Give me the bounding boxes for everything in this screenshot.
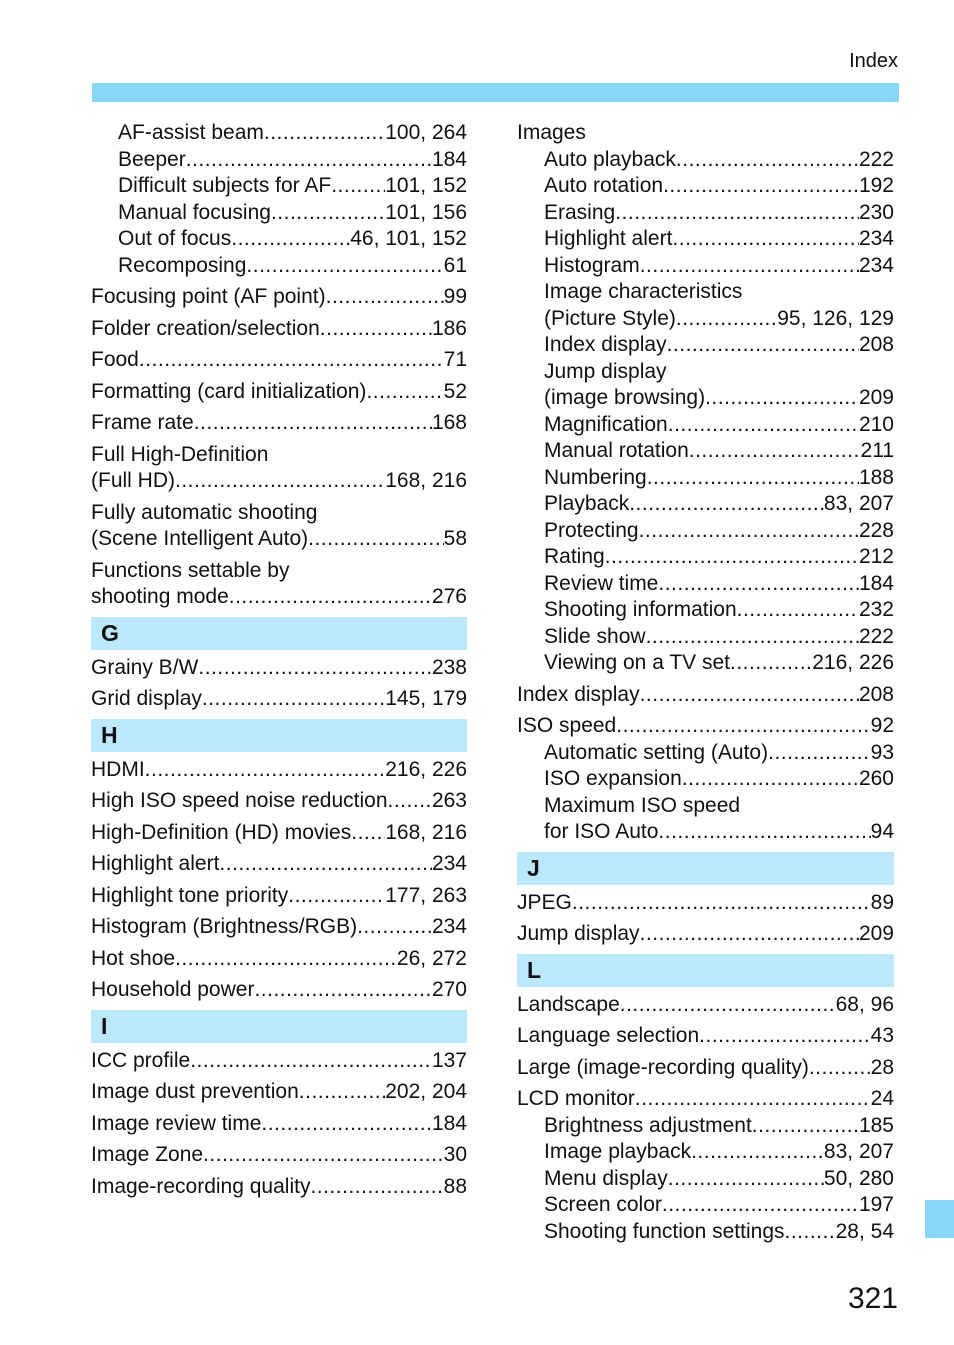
dot-leader	[785, 1219, 836, 1246]
page-ref: 145, 179	[385, 687, 467, 710]
index-subentry: Image playback ..... 83, 207	[517, 1139, 894, 1166]
page-ref: 186	[431, 316, 467, 340]
page-ref: 46, 101, 152	[350, 227, 467, 250]
index-entry: Highlight alert ..... 234	[91, 851, 467, 878]
dot-leader	[635, 1086, 871, 1113]
index-entry: Grid display ..... 145, 179	[91, 686, 467, 713]
page-ref: 61	[443, 253, 467, 277]
dot-leader	[271, 200, 385, 227]
index-subentry: Screen color ..... 197	[517, 1192, 894, 1219]
index-subentry: Manual rotation ..... 211	[517, 438, 894, 465]
dot-leader	[691, 1139, 824, 1166]
index-entry: Image Zone ..... 30	[91, 1142, 467, 1169]
page-ref: 270	[431, 978, 467, 1001]
page-ref: 184	[858, 571, 894, 595]
index-entry: Fully automatic shooting (Scene Intelligent Auto) ..... 58	[91, 500, 467, 553]
index-entry: Functions settable by shooting mode ..... 276	[91, 558, 467, 611]
index-subentry: Maximum ISO speed for ISO Auto ..... 94	[517, 793, 894, 846]
dot-leader	[320, 316, 432, 343]
index-subentry: Protecting ..... 228	[517, 518, 894, 545]
index-subentry: Beeper ..... 184	[91, 147, 467, 174]
index-entry: Large (image-recording quality) ..... 28	[517, 1055, 894, 1082]
index-entry: High-Definition (HD) movies ..... 168, 216	[91, 820, 467, 847]
index-subentry: Manual focusing ..... 101, 156	[91, 200, 467, 227]
index-entry: High ISO speed noise reduction ..... 263	[91, 788, 467, 815]
page-ref: 263	[431, 789, 467, 812]
dot-leader	[190, 1048, 432, 1075]
dot-leader	[264, 120, 385, 147]
right-column	[517, 120, 894, 1245]
page-ref: 92	[870, 714, 894, 737]
page-ref: 222	[858, 147, 894, 171]
dot-leader	[676, 147, 859, 174]
running-header: Index	[849, 50, 898, 72]
dot-leader	[668, 412, 859, 439]
dot-leader	[658, 571, 859, 598]
page-ref: 89	[870, 890, 894, 914]
index-entry: Image dust prevention ..... 202, 204	[91, 1079, 467, 1106]
page-ref: 26, 272	[396, 946, 467, 970]
index-subentry: ISO expansion ..... 260	[517, 766, 894, 793]
dot-leader	[640, 253, 859, 280]
dot-leader	[331, 173, 385, 200]
page-ref: 93	[870, 740, 894, 764]
page-ref: 28	[870, 1055, 894, 1079]
dot-leader	[662, 1192, 859, 1219]
index-entry: Full High-Definition (Full HD) ..... 168, 216	[91, 442, 467, 495]
page-ref: 168, 216	[385, 469, 467, 492]
page-ref: 137	[431, 1048, 467, 1072]
page-ref: 43	[870, 1024, 894, 1047]
index-subentry: Histogram ..... 234	[517, 253, 894, 280]
index-subentry: Numbering ..... 188	[517, 465, 894, 492]
dot-leader	[261, 1111, 432, 1138]
page-ref: 208	[858, 682, 894, 706]
page-ref: 212	[858, 545, 894, 568]
index-entry: JPEG ..... 89	[517, 890, 894, 917]
page-ref: 192	[858, 174, 894, 197]
dot-leader	[668, 1166, 824, 1193]
index-subentry: Jump display (image browsing) ..... 209	[517, 359, 894, 412]
index-entry: Frame rate ..... 168	[91, 410, 467, 437]
index-entry: Image review time ..... 184	[91, 1111, 467, 1138]
dot-leader	[288, 883, 385, 910]
page-ref: 208	[858, 333, 894, 356]
page-ref: 168	[431, 411, 467, 434]
index-subentry: Auto playback ..... 222	[517, 147, 894, 174]
index-entry: Household power ..... 270	[91, 977, 467, 1004]
page-ref: 234	[858, 253, 894, 277]
dot-leader	[198, 655, 432, 682]
index-subentry: Index display ..... 208	[517, 332, 894, 359]
index-subentry: Recomposing ..... 61	[91, 253, 467, 280]
page-ref: 216, 226	[385, 757, 467, 781]
dot-leader	[246, 253, 443, 280]
dot-leader	[768, 740, 871, 767]
dot-leader	[175, 946, 397, 973]
page-number: 321	[847, 1282, 898, 1315]
page-ref: 216, 226	[812, 651, 894, 674]
page-ref: 209	[858, 386, 894, 409]
page-ref: 101, 152	[385, 174, 467, 197]
index-subentry: Difficult subjects for AF ..... 101, 152	[91, 173, 467, 200]
page-ref: 234	[431, 915, 467, 938]
index-entry: ICC profile ..... 137	[91, 1048, 467, 1075]
left-column	[91, 120, 467, 1200]
dot-leader	[689, 438, 861, 465]
page-ref: 184	[431, 147, 467, 171]
page-ref: 228	[858, 518, 894, 542]
dot-leader	[139, 347, 444, 374]
page-ref: 230	[858, 200, 894, 224]
dot-leader	[639, 518, 859, 545]
dot-leader	[809, 1055, 871, 1082]
index-subentry: Slide show ..... 222	[517, 624, 894, 651]
dot-leader	[730, 650, 812, 677]
header-color-bar	[92, 83, 899, 102]
index-entry: Index display ..... 208	[517, 682, 894, 709]
dot-leader	[672, 226, 859, 253]
dot-leader	[682, 766, 859, 793]
page-ref: 210	[858, 412, 894, 436]
index-subentry: Rating ..... 212	[517, 544, 894, 571]
page-ref: 94	[870, 820, 894, 843]
page-ref: 232	[858, 598, 894, 621]
index-entry: Grainy B/W ..... 238	[91, 655, 467, 682]
page-ref: 188	[858, 465, 894, 489]
page-ref: 234	[431, 852, 467, 875]
index-entry: Landscape ..... 68, 96	[517, 992, 894, 1019]
index-subentry: Auto rotation ..... 192	[517, 173, 894, 200]
index-entry: Highlight tone priority ..... 177, 263	[91, 883, 467, 910]
dot-leader	[620, 992, 836, 1019]
page-ref: 222	[858, 624, 894, 648]
index-entry: HDMI ..... 216, 226	[91, 757, 467, 784]
dot-leader	[351, 820, 385, 847]
page-ref: 52	[443, 379, 467, 403]
dot-leader	[366, 379, 443, 406]
section-header-h: H	[91, 719, 467, 752]
page-ref: 28, 54	[835, 1219, 894, 1243]
page-ref: 99	[443, 285, 467, 308]
dot-leader	[203, 1142, 444, 1169]
dot-leader	[202, 686, 385, 713]
index-subentry: Highlight alert ..... 234	[517, 226, 894, 253]
index-entry: Histogram (Brightness/RGB) ..... 234	[91, 914, 467, 941]
index-subentry: Erasing ..... 230	[517, 200, 894, 227]
index-subentry: Menu display ..... 50, 280	[517, 1166, 894, 1193]
dot-leader	[310, 1174, 443, 1201]
dot-leader	[752, 1113, 859, 1140]
index-subentry: Viewing on a TV set ..... 216, 226	[517, 650, 894, 677]
index-entry: Jump display ..... 209	[517, 921, 894, 948]
page-ref: 177, 263	[385, 883, 467, 907]
dot-leader	[357, 914, 432, 941]
dot-leader	[145, 757, 386, 784]
index-entry: Folder creation/selection ..... 186	[91, 316, 467, 343]
index-entry: Focusing point (AF point) ..... 99	[91, 284, 467, 311]
section-header-g: G	[91, 617, 467, 650]
page-ref: 83, 207	[823, 492, 894, 515]
page-ref: 276	[431, 585, 467, 608]
index-entry: Hot shoe ..... 26, 272	[91, 946, 467, 973]
index-subentry: Shooting information ..... 232	[517, 597, 894, 624]
index-subentry: Out of focus ..... 46, 101, 152	[91, 226, 467, 253]
page-ref: 234	[858, 227, 894, 250]
index-entry: Image-recording quality ..... 88	[91, 1174, 467, 1201]
dot-leader	[219, 851, 432, 878]
page-ref: 260	[858, 767, 894, 790]
dot-leader	[615, 200, 859, 227]
dot-leader	[663, 173, 859, 200]
section-header-j: J	[517, 852, 894, 885]
page-ref: 50, 280	[823, 1166, 894, 1190]
index-subentry: Brightness adjustment ..... 185	[517, 1113, 894, 1140]
page-ref: 24	[870, 1087, 894, 1110]
page-ref: 100, 264	[385, 121, 467, 144]
index-entry: LCD monitor ..... 24	[517, 1086, 894, 1113]
index-entry: ISO speed ..... 92	[517, 713, 894, 740]
index-subentry: Review time ..... 184	[517, 571, 894, 598]
index-subentry: Shooting function settings ..... 28, 54	[517, 1219, 894, 1246]
index-subentry: Playback ..... 83, 207	[517, 491, 894, 518]
page-ref: 95, 126, 129	[777, 306, 894, 330]
page-ref: 184	[431, 1111, 467, 1135]
index-entry-heading: Images	[517, 121, 586, 144]
section-header-i: I	[91, 1010, 467, 1043]
dot-leader	[194, 410, 432, 437]
section-header-l: L	[517, 954, 894, 987]
page-ref: 185	[858, 1113, 894, 1137]
page-ref: 88	[443, 1174, 467, 1198]
index-entry: Formatting (card initialization) ..... 52	[91, 379, 467, 406]
page-ref: 168, 216	[385, 820, 467, 844]
index-subentry: Magnification ..... 210	[517, 412, 894, 439]
dot-leader	[231, 226, 350, 253]
page-ref: 83, 207	[823, 1140, 894, 1163]
dot-leader	[326, 284, 444, 311]
page-ref: 209	[858, 922, 894, 945]
index-subentry: Image characteristics (Picture Style) ..... 95, 126, 129	[517, 279, 894, 332]
index-entry: Food ..... 71	[91, 347, 467, 374]
dot-leader	[646, 624, 859, 651]
dot-leader	[640, 921, 859, 948]
index-thumb-tab	[925, 1200, 954, 1238]
dot-leader	[254, 977, 432, 1004]
page-ref: 71	[443, 348, 467, 371]
dot-leader	[647, 465, 859, 492]
index-subentry: AF-assist beam ..... 100, 264	[91, 120, 467, 147]
dot-leader	[186, 147, 432, 174]
page-ref: 30	[443, 1143, 467, 1166]
page-ref: 197	[858, 1193, 894, 1216]
page-ref: 202, 204	[385, 1080, 467, 1103]
index-entry: Language selection ..... 43	[517, 1023, 894, 1050]
page-ref: 238	[431, 655, 467, 679]
dot-leader	[699, 1023, 870, 1050]
dot-leader	[737, 597, 859, 624]
page-ref: 68, 96	[835, 992, 894, 1016]
page-ref: 58	[443, 527, 467, 550]
page-ref: 101, 156	[385, 200, 467, 224]
index-subentry: Automatic setting (Auto) ..... 93	[517, 740, 894, 767]
dot-leader	[299, 1079, 385, 1106]
dot-leader	[605, 544, 859, 571]
dot-leader	[388, 788, 432, 815]
page-ref: 211	[860, 439, 894, 462]
dot-leader	[572, 890, 871, 917]
dot-leader	[629, 491, 824, 518]
